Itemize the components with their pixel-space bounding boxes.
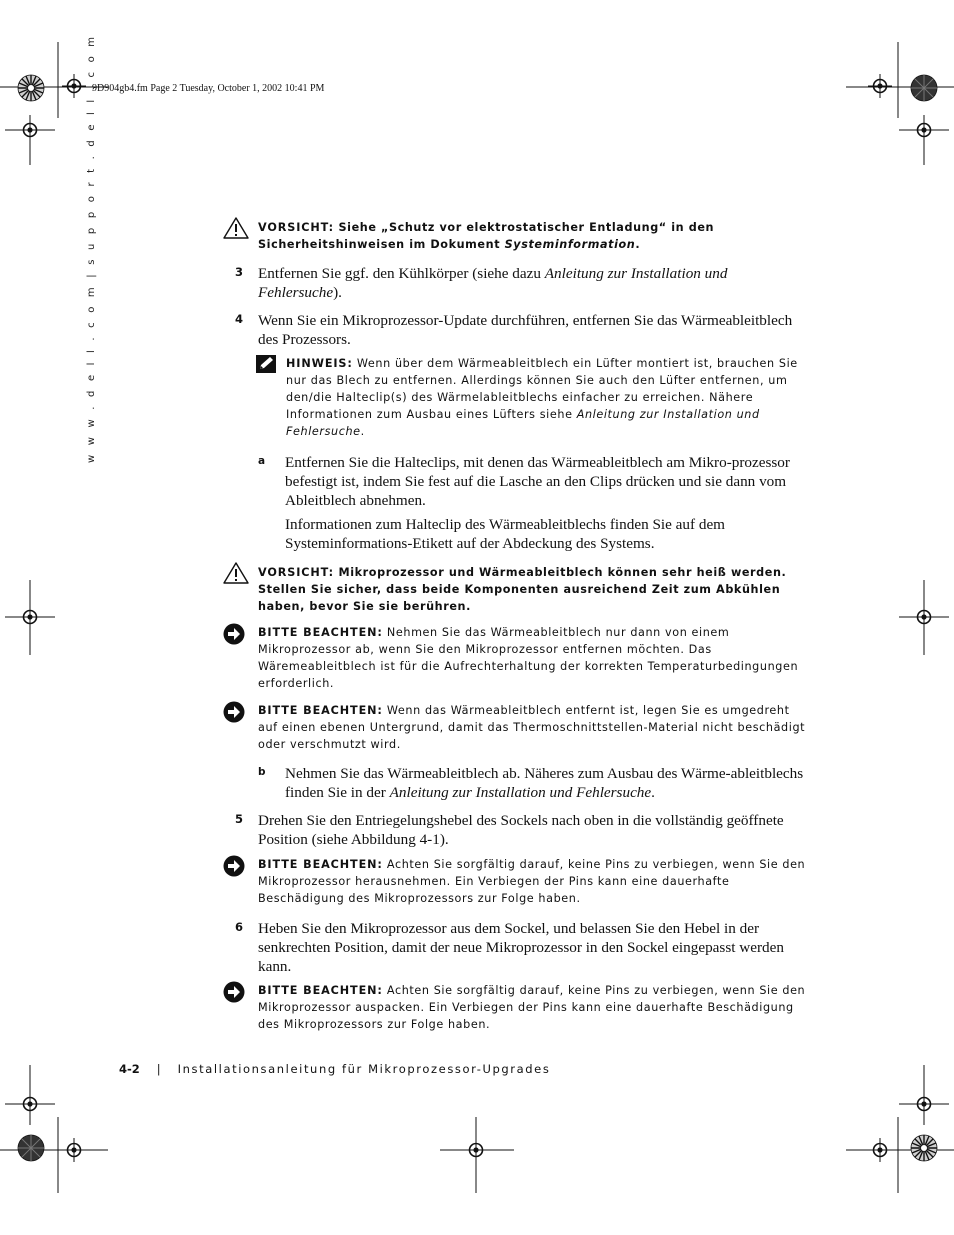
step-text: Drehen Sie den Entriegelungshebel des Sockels nach oben in die vollständig geöffnete Position (siehe Abbildung 4-1). (258, 812, 784, 848)
doc-ref: Anleitung zur Installation und Fehlersuche (258, 265, 728, 301)
caution-esd (223, 217, 813, 253)
substep-end: . (651, 784, 655, 801)
step-end: ). (333, 284, 342, 301)
footer-title: Installationsanleitung für Mikroprozessor-Upgrades (177, 1062, 551, 1076)
step-number: 4 (235, 312, 244, 326)
doc-ref: Anleitung zur Installation und Fehlersuche (286, 408, 760, 438)
notice-label: BITTE BEACHTEN: (258, 858, 383, 871)
step-text: Wenn Sie ein Mikroprozessor-Update durchführen, entfernen Sie das Wärmeableitblech des Prozessors. (258, 312, 793, 348)
notice-label: BITTE BEACHTEN: (258, 626, 383, 639)
step-number: 5 (235, 812, 244, 826)
step-6 (235, 919, 815, 976)
notice-arrow-icon (223, 701, 247, 723)
step-number: 3 (235, 265, 244, 279)
doc-ref: Systeminformation (504, 238, 636, 251)
substep-letter: b (258, 766, 266, 778)
step-3 (235, 264, 815, 302)
caution-hot (223, 562, 813, 615)
step-text: Entfernen Sie ggf. den Kühlkörper (siehe dazu (258, 265, 545, 282)
caution-text: Siehe „Schutz vor elektrostatischer Entladung“ in den Sicherheitshinweisen im Dokument (258, 221, 715, 251)
notice-text: Achten Sie sorgfältig darauf, keine Pins zu verbiegen, wenn Sie den Mikroprozessor auspacken. Ein Verbiegen der Pins kann eine dauerhafte Beschädigung des Mikroprozessors zur Folge haben. (258, 984, 806, 1031)
caution-text: Mikroprozessor und Wärmeableitblech können sehr heiß werden. Stellen Sie sicher, dass beide Komponenten ausreichend Zeit zum Abkühlen haben, bevor Sie sie berühren. (258, 566, 787, 613)
notice-arrow-icon (223, 623, 247, 645)
warning-triangle-icon (223, 217, 249, 239)
substep-a (258, 453, 814, 510)
note-label: HINWEIS: (286, 357, 353, 370)
step-4 (235, 311, 815, 349)
page-number: 4-2 (119, 1062, 140, 1076)
note-pencil-icon (255, 354, 277, 374)
notice-text: Nehmen Sie das Wärmeableitblech nur dann von einem Mikroprozessor ab, wenn Sie den Mikroprozessor entfernen möchten. Das Wäremeableitblech ist für die Aufrechterhaltung der korrekten Temperaturbedingungen erforderlich. (258, 626, 799, 690)
notice-text: Achten Sie sorgfältig darauf, keine Pins zu verbiegen, wenn Sie den Mikroprozessor herausnehmen. Ein Verbiegen der Pins kann eine dauerhafte Beschädigung des Mikroprozessors zur Folge haben. (258, 858, 806, 905)
notice-label: BITTE BEACHTEN: (258, 984, 383, 997)
note-end: . (360, 425, 365, 438)
notice-place-heatsink (223, 701, 813, 753)
notice-arrow-icon (223, 855, 247, 877)
warning-triangle-icon (223, 562, 249, 584)
notice-label: BITTE BEACHTEN: (258, 704, 383, 717)
step-number: 6 (235, 920, 244, 934)
substep-b (258, 764, 814, 802)
notice-arrow-icon (223, 981, 247, 1003)
notice-pins-unpack (223, 981, 813, 1033)
substep-a-info: Informationen zum Halteclip des Wärmeableitblechs finden Sie auf dem Systeminformations-Etikett auf der Abdeckung des Systems. (285, 516, 725, 552)
step-5 (235, 811, 815, 849)
footer-separator: | (156, 1062, 161, 1076)
notice-pins-remove (223, 855, 813, 907)
caution-label: VORSICHT: (258, 221, 334, 234)
note-fan (255, 354, 815, 440)
note-text: Wenn über dem Wärmeableitblech ein Lüfter montiert ist, brauchen Sie nur das Blech zu entfernen. Allerdings können Sie auch den Lüfter entfernen, um den/die Halteclip(s) des Wärmelableitblechs einfacher zu erreichen. Nähere Informationen zum Ausbau eines Lüfters siehe (286, 357, 798, 421)
page-footer (119, 1062, 550, 1076)
side-url: w w w . d e l l . c o m | s u p p o r t . d e l l . c o m (86, 33, 97, 463)
caution-end: . (635, 238, 641, 251)
notice-text: Wenn das Wärmeableitblech entfernt ist, legen Sie es umgedreht auf einen ebenen Untergrund, damit das Thermoschnittstellen-Material nicht beschädigt oder verschmutzt wird. (258, 704, 806, 751)
substep-text: Entfernen Sie die Halteclips, mit denen das Wärmeableitblech am Mikro-prozessor befestigt ist, indem Sie fest auf die Lasche an den Clips drücken und sie dann vom Ableitblech abnehmen. (285, 454, 790, 509)
notice-heatsink (223, 623, 813, 692)
caution-label: VORSICHT: (258, 566, 334, 579)
file-stamp: 9D904gb4.fm Page 2 Tuesday, October 1, 2002 10:41 PM (92, 83, 325, 94)
step-text: Heben Sie den Mikroprozessor aus dem Sockel, und belassen Sie den Hebel in der senkrechten Position, damit der neue Mikroprozessor in den Sockel eingepasst werden kann. (258, 920, 784, 975)
substep-text: Nehmen Sie das Wärmeableitblech ab. Näheres zum Ausbau des Wärme-ableitblechs finden Sie in der (285, 765, 804, 801)
doc-ref: Anleitung zur Installation und Fehlersuche (389, 784, 652, 801)
substep-letter: a (258, 455, 266, 467)
